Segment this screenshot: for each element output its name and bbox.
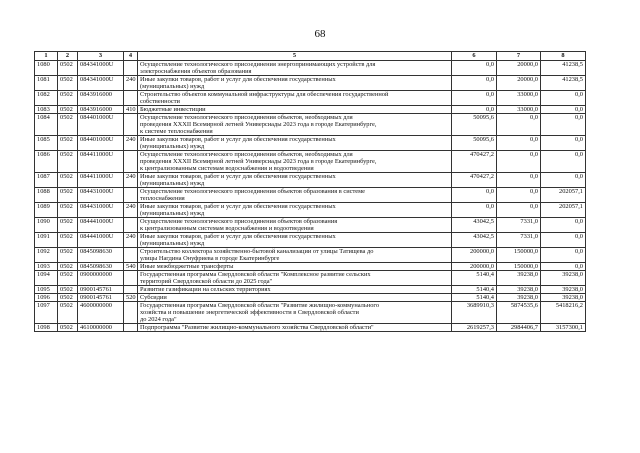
target-article-code: 0900000000 <box>78 271 124 286</box>
row-number: 1080 <box>35 61 58 76</box>
item-name <box>138 248 452 263</box>
table-row <box>35 302 586 324</box>
amount-col8: 0,0 <box>541 91 586 106</box>
expense-type-code <box>124 271 138 286</box>
target-article-code: 4610000000 <box>78 324 124 332</box>
target-article-code: 084431000U <box>78 188 124 203</box>
target-article-code: 0845098630 <box>78 263 124 271</box>
section-code: 0502 <box>58 203 78 218</box>
item-name <box>138 218 452 233</box>
section-code: 0502 <box>58 136 78 151</box>
table-row <box>35 106 586 114</box>
table-row <box>35 151 586 173</box>
amount-col6: 0,0 <box>452 106 497 114</box>
item-name <box>138 324 452 332</box>
amount-col8: 41238,5 <box>541 61 586 76</box>
expense-type-code: 240 <box>124 203 138 218</box>
table-row <box>35 188 586 203</box>
column-header: 7 <box>497 52 541 61</box>
item-name-line: проведения XXXII Всемирной летней Универсиады 2023 года в городе Екатеринбурге, <box>140 158 377 165</box>
item-name-line: улицы Нагдина Онуфриева в городе Екатеринбурге <box>140 255 280 262</box>
column-header: 1 <box>35 52 58 61</box>
item-name-line: электроснабжения объектов образования <box>140 68 252 75</box>
amount-col8: 0,0 <box>541 263 586 271</box>
item-name <box>138 151 452 173</box>
amount-col6: 5140,4 <box>452 286 497 294</box>
column-header: 4 <box>124 52 138 61</box>
section-code: 0502 <box>58 218 78 233</box>
expense-type-code: 240 <box>124 136 138 151</box>
table-row <box>35 294 586 302</box>
amount-col8: 202057,1 <box>541 203 586 218</box>
row-number: 1093 <box>35 263 58 271</box>
target-article-code: 084341000U <box>78 61 124 76</box>
amount-col7: 0,0 <box>497 151 541 173</box>
amount-col7: 39238,0 <box>497 271 541 286</box>
item-name-line: (муниципальных) нужд <box>140 210 205 217</box>
item-name <box>138 106 452 114</box>
amount-col6: 0,0 <box>452 188 497 203</box>
item-name <box>138 263 452 271</box>
row-number: 1096 <box>35 294 58 302</box>
target-article-code: 0900145761 <box>78 286 124 294</box>
item-name-line: Государственная программа Свердловской области "Развитие жилищно-коммунального <box>140 302 380 309</box>
expense-type-code <box>124 188 138 203</box>
table-row <box>35 218 586 233</box>
item-name-line: (муниципальных) нужд <box>140 240 205 247</box>
expense-type-code <box>124 248 138 263</box>
amount-col6: 0,0 <box>452 91 497 106</box>
section-code: 0502 <box>58 271 78 286</box>
item-name-line: теплоснабжения <box>140 195 185 202</box>
item-name-line: Строительство объектов коммунальной инфраструктуры для обеспечения государственной <box>140 91 389 98</box>
amount-col8: 0,0 <box>541 106 586 114</box>
amount-col8: 202057,1 <box>541 188 586 203</box>
item-name-line: (муниципальных) нужд <box>140 83 205 90</box>
amount-col7: 39238,0 <box>497 286 541 294</box>
section-code: 0502 <box>58 324 78 332</box>
item-name <box>138 173 452 188</box>
amount-col8: 0,0 <box>541 136 586 151</box>
row-number: 1082 <box>35 91 58 106</box>
amount-col6: 0,0 <box>452 203 497 218</box>
amount-col7: 20000,0 <box>497 61 541 76</box>
amount-col8: 0,0 <box>541 173 586 188</box>
row-number: 1086 <box>35 151 58 173</box>
row-number: 1085 <box>35 136 58 151</box>
amount-col7: 0,0 <box>497 203 541 218</box>
expense-type-code: 520 <box>124 294 138 302</box>
item-name-line: хозяйства и повышение энергетической эффективности в Свердловской области <box>140 309 359 316</box>
section-code: 0502 <box>58 294 78 302</box>
item-name-line: Осуществление технологического присоединения объектов, необходимых для <box>140 114 353 121</box>
section-code: 0502 <box>58 173 78 188</box>
section-code: 0502 <box>58 151 78 173</box>
amount-col7: 2984406,7 <box>497 324 541 332</box>
item-name-line: Строительство коллектора хозяйственно-бытовой канализации от улицы Татищева до <box>140 248 374 255</box>
item-name-line: Иные закупки товаров, работ и услуг для обеспечения государственных <box>140 76 336 83</box>
target-article-code: 0843916000 <box>78 91 124 106</box>
section-code: 0502 <box>58 76 78 91</box>
row-number: 1084 <box>35 114 58 136</box>
amount-col8: 0,0 <box>541 218 586 233</box>
item-name-line: к централизованным системам водоснабжения и водоотведения <box>140 225 314 232</box>
amount-col6: 0,0 <box>452 61 497 76</box>
amount-col7: 150000,0 <box>497 248 541 263</box>
item-name <box>138 286 452 294</box>
item-name-line: собственности <box>140 98 180 105</box>
section-code: 0502 <box>58 114 78 136</box>
item-name-line: Иные закупки товаров, работ и услуг для обеспечения государственных <box>140 173 336 180</box>
row-number: 1087 <box>35 173 58 188</box>
item-name-line: Бюджетные инвестиции <box>140 106 206 113</box>
table-row <box>35 76 586 91</box>
amount-col7: 39238,0 <box>497 294 541 302</box>
column-header: 2 <box>58 52 78 61</box>
amount-col6: 5140,4 <box>452 294 497 302</box>
target-article-code: 084441000U <box>78 218 124 233</box>
item-name <box>138 76 452 91</box>
expense-type-code: 410 <box>124 106 138 114</box>
item-name <box>138 61 452 76</box>
row-number: 1081 <box>35 76 58 91</box>
item-name <box>138 233 452 248</box>
page-number: 68 <box>314 28 326 40</box>
item-name-line: Иные межбюджетные трансферты <box>140 263 234 270</box>
section-code: 0502 <box>58 106 78 114</box>
amount-col6: 200000,0 <box>452 248 497 263</box>
target-article-code: 084341000U <box>78 76 124 91</box>
expense-type-code <box>124 302 138 324</box>
section-code: 0502 <box>58 302 78 324</box>
row-number: 1098 <box>35 324 58 332</box>
target-article-code: 084431000U <box>78 203 124 218</box>
amount-col6: 50095,6 <box>452 136 497 151</box>
amount-col7: 0,0 <box>497 136 541 151</box>
row-number: 1095 <box>35 286 58 294</box>
item-name-line: (муниципальных) нужд <box>140 143 205 150</box>
expense-type-code: 540 <box>124 263 138 271</box>
section-code: 0502 <box>58 91 78 106</box>
item-name-line: к системе теплоснабжения <box>140 128 213 135</box>
target-article-code: 4600000000 <box>78 302 124 324</box>
row-number: 1097 <box>35 302 58 324</box>
amount-col7: 150000,0 <box>497 263 541 271</box>
amount-col6: 200000,0 <box>452 263 497 271</box>
amount-col6: 0,0 <box>452 76 497 91</box>
target-article-code: 084401000U <box>78 136 124 151</box>
item-name-line: Осуществление технологического присоединения объектов, необходимых для <box>140 151 353 158</box>
table-row <box>35 286 586 294</box>
item-name-line: проведения XXXII Всемирной летней Универсиады 2023 года в городе Екатеринбурге, <box>140 121 377 128</box>
table-row <box>35 271 586 286</box>
amount-col6: 50095,6 <box>452 114 497 136</box>
target-article-code: 084411000U <box>78 173 124 188</box>
row-number: 1090 <box>35 218 58 233</box>
amount-col8: 5418216,2 <box>541 302 586 324</box>
table-row <box>35 173 586 188</box>
amount-col7: 0,0 <box>497 188 541 203</box>
item-name-line: Субсидии <box>140 294 167 301</box>
amount-col7: 0,0 <box>497 173 541 188</box>
amount-col6: 43042,5 <box>452 218 497 233</box>
row-number: 1089 <box>35 203 58 218</box>
item-name-line: Осуществление технологического присоединения энергопринимающих устройств для <box>140 61 376 68</box>
row-number: 1088 <box>35 188 58 203</box>
amount-col8: 0,0 <box>541 114 586 136</box>
expense-type-code <box>124 61 138 76</box>
section-code: 0502 <box>58 233 78 248</box>
target-article-code: 0843916000 <box>78 106 124 114</box>
amount-col8: 3157300,1 <box>541 324 586 332</box>
row-number: 1083 <box>35 106 58 114</box>
amount-col7: 5874535,6 <box>497 302 541 324</box>
expense-type-code <box>124 91 138 106</box>
item-name-line: Осуществление технологического присоединения объектов образования <box>140 218 338 225</box>
column-header: 3 <box>78 52 124 61</box>
budget-table <box>34 51 586 332</box>
amount-col6: 470427,2 <box>452 173 497 188</box>
item-name <box>138 91 452 106</box>
item-name-line: Иные закупки товаров, работ и услуг для обеспечения государственных <box>140 203 336 210</box>
table-row <box>35 203 586 218</box>
amount-col7: 33000,0 <box>497 91 541 106</box>
item-name-line: (муниципальных) нужд <box>140 180 205 187</box>
item-name <box>138 294 452 302</box>
amount-col7: 0,0 <box>497 114 541 136</box>
expense-type-code <box>124 218 138 233</box>
item-name <box>138 271 452 286</box>
amount-col6: 5140,4 <box>452 271 497 286</box>
amount-col8: 0,0 <box>541 151 586 173</box>
row-number: 1091 <box>35 233 58 248</box>
amount-col8: 41238,5 <box>541 76 586 91</box>
item-name <box>138 114 452 136</box>
item-name-line: Государственная программа Свердловской области "Комплексное развитие сельских <box>140 271 371 278</box>
table-row <box>35 114 586 136</box>
amount-col8: 0,0 <box>541 248 586 263</box>
item-name-line: Подпрограмма "Развитие жилищно-коммунального хозяйства Свердловской области" <box>140 324 374 331</box>
expense-type-code <box>124 114 138 136</box>
item-name <box>138 188 452 203</box>
target-article-code: 084411000U <box>78 151 124 173</box>
amount-col8: 39238,0 <box>541 271 586 286</box>
section-code: 0502 <box>58 263 78 271</box>
target-article-code: 084441000U <box>78 233 124 248</box>
item-name-line: Развитие газификации на сельских территориях <box>140 286 271 293</box>
amount-col8: 39238,0 <box>541 294 586 302</box>
amount-col6: 43042,5 <box>452 233 497 248</box>
target-article-code: 084401000U <box>78 114 124 136</box>
column-header: 6 <box>452 52 497 61</box>
item-name-line: территорий Свердловской области до 2025 года" <box>140 278 273 285</box>
section-code: 0502 <box>58 188 78 203</box>
table-row <box>35 324 586 332</box>
target-article-code: 0845098630 <box>78 248 124 263</box>
item-name <box>138 302 452 324</box>
item-name-line: Осуществление технологического присоединения объектов образования в системе <box>140 188 366 195</box>
amount-col7: 20000,0 <box>497 76 541 91</box>
table-row <box>35 91 586 106</box>
amount-col7: 7331,0 <box>497 218 541 233</box>
amount-col7: 7331,0 <box>497 233 541 248</box>
item-name-line: до 2024 года" <box>140 316 177 323</box>
table-row <box>35 248 586 263</box>
item-name-line: Иные закупки товаров, работ и услуг для обеспечения государственных <box>140 136 336 143</box>
target-article-code: 0900145761 <box>78 294 124 302</box>
row-number: 1094 <box>35 271 58 286</box>
item-name <box>138 203 452 218</box>
expense-type-code <box>124 151 138 173</box>
table-row <box>35 61 586 76</box>
item-name-line: к централизованным системам водоснабжения и водоотведения <box>140 165 314 172</box>
table-row <box>35 233 586 248</box>
row-number: 1092 <box>35 248 58 263</box>
amount-col8: 0,0 <box>541 233 586 248</box>
column-header: 5 <box>138 52 452 61</box>
expense-type-code: 240 <box>124 233 138 248</box>
header-row <box>35 52 586 61</box>
section-code: 0502 <box>58 286 78 294</box>
amount-col6: 470427,2 <box>452 151 497 173</box>
table-row <box>35 136 586 151</box>
amount-col8: 39238,0 <box>541 286 586 294</box>
item-name-line: Иные закупки товаров, работ и услуг для обеспечения государственных <box>140 233 336 240</box>
expense-type-code: 240 <box>124 76 138 91</box>
expense-type-code: 240 <box>124 173 138 188</box>
amount-col7: 33000,0 <box>497 106 541 114</box>
section-code: 0502 <box>58 248 78 263</box>
table-row <box>35 263 586 271</box>
section-code: 0502 <box>58 61 78 76</box>
item-name <box>138 136 452 151</box>
amount-col6: 2619257,3 <box>452 324 497 332</box>
amount-col6: 3689910,3 <box>452 302 497 324</box>
expense-type-code <box>124 324 138 332</box>
expense-type-code <box>124 286 138 294</box>
column-header: 8 <box>541 52 586 61</box>
